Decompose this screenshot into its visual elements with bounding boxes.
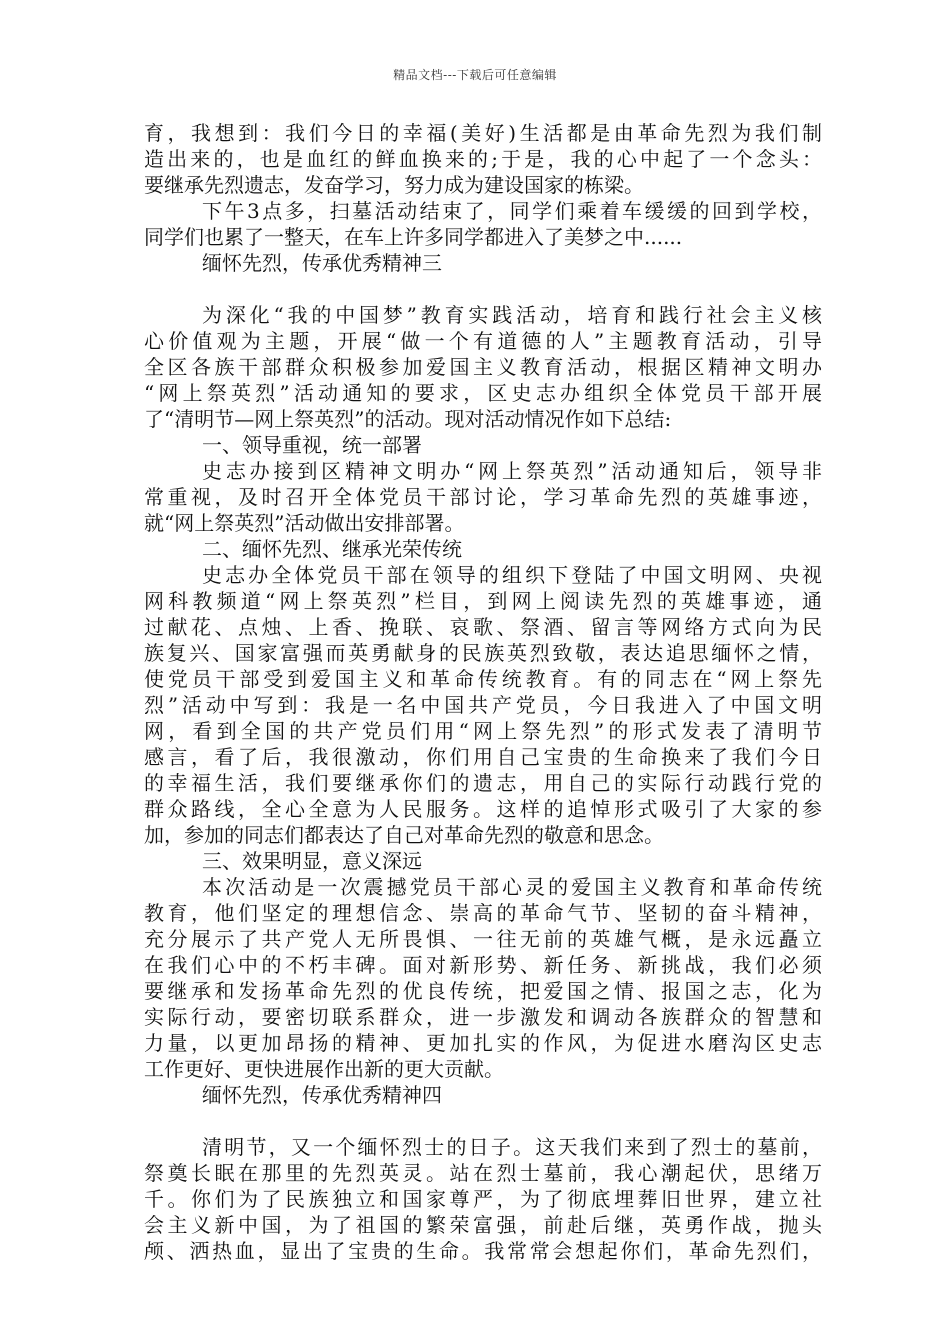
text-line: 要继承和发扬革命先烈的优良传统，把爱国之情、报国之志，化为 xyxy=(144,979,822,1003)
text-line: 本次活动是一次震撼党员干部心灵的爱国主义教育和革命传统 xyxy=(202,875,822,899)
text-line: 网，看到全国的共产党员们用“网上祭先烈”的形式发表了清明节 xyxy=(144,719,822,743)
text-line: 群众路线，全心全意为人民服务。这样的追悼形式吸引了大家的参 xyxy=(144,797,822,821)
text-line: 充分展示了共产党人无所畏惧、一往无前的英雄气概，是永远矗立 xyxy=(144,927,822,951)
text-line: 清明节，又一个缅怀烈士的日子。这天我们来到了烈士的墓前， xyxy=(202,1135,822,1159)
text-line: 颅、洒热血，显出了宝贵的生命。我常常会想起你们，革命先烈们， xyxy=(144,1239,822,1263)
text-line: 实际行动，要密切联系群众，进一步激发和调动各族群众的智慧和 xyxy=(144,1005,822,1029)
text-line: 为深化“我的中国梦”教育实践活动，培育和践行社会主义核 xyxy=(202,303,822,327)
text-line: “网上祭英烈”活动通知的要求，区史志办组织全体党员干部开展 xyxy=(144,381,822,405)
text-line: 感言，看了后，我很激动，你们用自己宝贵的生命换来了我们今日 xyxy=(144,745,822,769)
text-line: 二、缅怀先烈、继承光荣传统 xyxy=(202,537,462,561)
text-line: 千。你们为了民族独立和国家尊严，为了彻底埋葬旧世界，建立社 xyxy=(144,1187,822,1211)
document-body xyxy=(144,120,822,1264)
text-line: 加，参加的同志们都表达了自己对革命先烈的敬意和思念。 xyxy=(144,823,664,847)
text-line: 网科教频道“网上祭英烈”栏目，到网上阅读先烈的英雄事迹，通 xyxy=(144,589,822,613)
text-line: 力量，以更加昂扬的精神、更加扎实的作风，为促进水磨沟区史志 xyxy=(144,1031,822,1055)
text-line: 缅怀先烈，传承优秀精神四 xyxy=(202,1083,442,1107)
text-line: 了“清明节—网上祭英烈”的活动。现对活动情况作如下总结: xyxy=(144,407,672,431)
text-line: 下午3点多，扫墓活动结束了，同学们乘着车缓缓的回到学校， xyxy=(202,199,822,223)
text-line: 一、领导重视，统一部署 xyxy=(202,433,422,457)
text-line: 族复兴、国家富强而英勇献身的民族英烈致敬，表达追思缅怀之情， xyxy=(144,641,822,665)
text-line: 工作更好、更快进展作出新的更大贡献。 xyxy=(144,1057,504,1081)
text-line: 心价值观为主题，开展“做一个有道德的人”主题教育活动，引导 xyxy=(144,329,822,353)
text-line: 史志办全体党员干部在领导的组织下登陆了中国文明网、央视 xyxy=(202,563,822,587)
blank-line xyxy=(144,276,822,302)
text-line: 过献花、点烛、上香、挽联、哀歌、祭酒、留言等网络方式向为民 xyxy=(144,615,822,639)
text-line: 三、效果明显，意义深远 xyxy=(202,849,422,873)
page-header: 精品文档---下载后可任意编辑 xyxy=(393,68,557,82)
text-line: 全区各族干部群众积极参加爱国主义教育活动，根据区精神文明办 xyxy=(144,355,822,379)
text-line: 教育，他们坚定的理想信念、崇高的革命气节、坚韧的奋斗精神， xyxy=(144,901,822,925)
text-line: 造出来的，也是血红的鲜血换来的;于是，我的心中起了一个念头： xyxy=(144,147,822,171)
text-line: 常重视，及时召开全体党员干部讨论，学习革命先烈的英雄事迹， xyxy=(144,485,822,509)
text-line: 烈”活动中写到：我是一名中国共产党员，今日我进入了中国文明 xyxy=(144,693,822,717)
text-line: 祭奠长眠在那里的先烈英灵。站在烈士墓前，我心潮起伏，思绪万 xyxy=(144,1161,822,1185)
text-line: 使党员干部受到爱国主义和革命传统教育。有的同志在“网上祭先 xyxy=(144,667,822,691)
blank-line xyxy=(144,1108,822,1134)
text-line: 就“网上祭英烈”活动做出安排部署。 xyxy=(144,511,465,535)
text-line: 育，我想到：我们今日的幸福(美好)生活都是由革命先烈为我们制 xyxy=(144,121,822,145)
text-line: 同学们也累了一整天，在车上许多同学都进入了美梦之中...... xyxy=(144,225,683,249)
text-line: 史志办接到区精神文明办“网上祭英烈”活动通知后，领导非 xyxy=(202,459,822,483)
text-line: 会主义新中国，为了祖国的繁荣富强，前赴后继，英勇作战，抛头 xyxy=(144,1213,822,1237)
text-line: 缅怀先烈，传承优秀精神三 xyxy=(202,251,442,275)
text-line: 的幸福生活，我们要继承你们的遗志，用自己的实际行动践行党的 xyxy=(144,771,822,795)
text-line: 要继承先烈遗志，发奋学习，努力成为建设国家的栋梁。 xyxy=(144,173,644,197)
text-line: 在我们心中的不朽丰碑。面对新形势、新任务、新挑战，我们必须 xyxy=(144,953,822,977)
